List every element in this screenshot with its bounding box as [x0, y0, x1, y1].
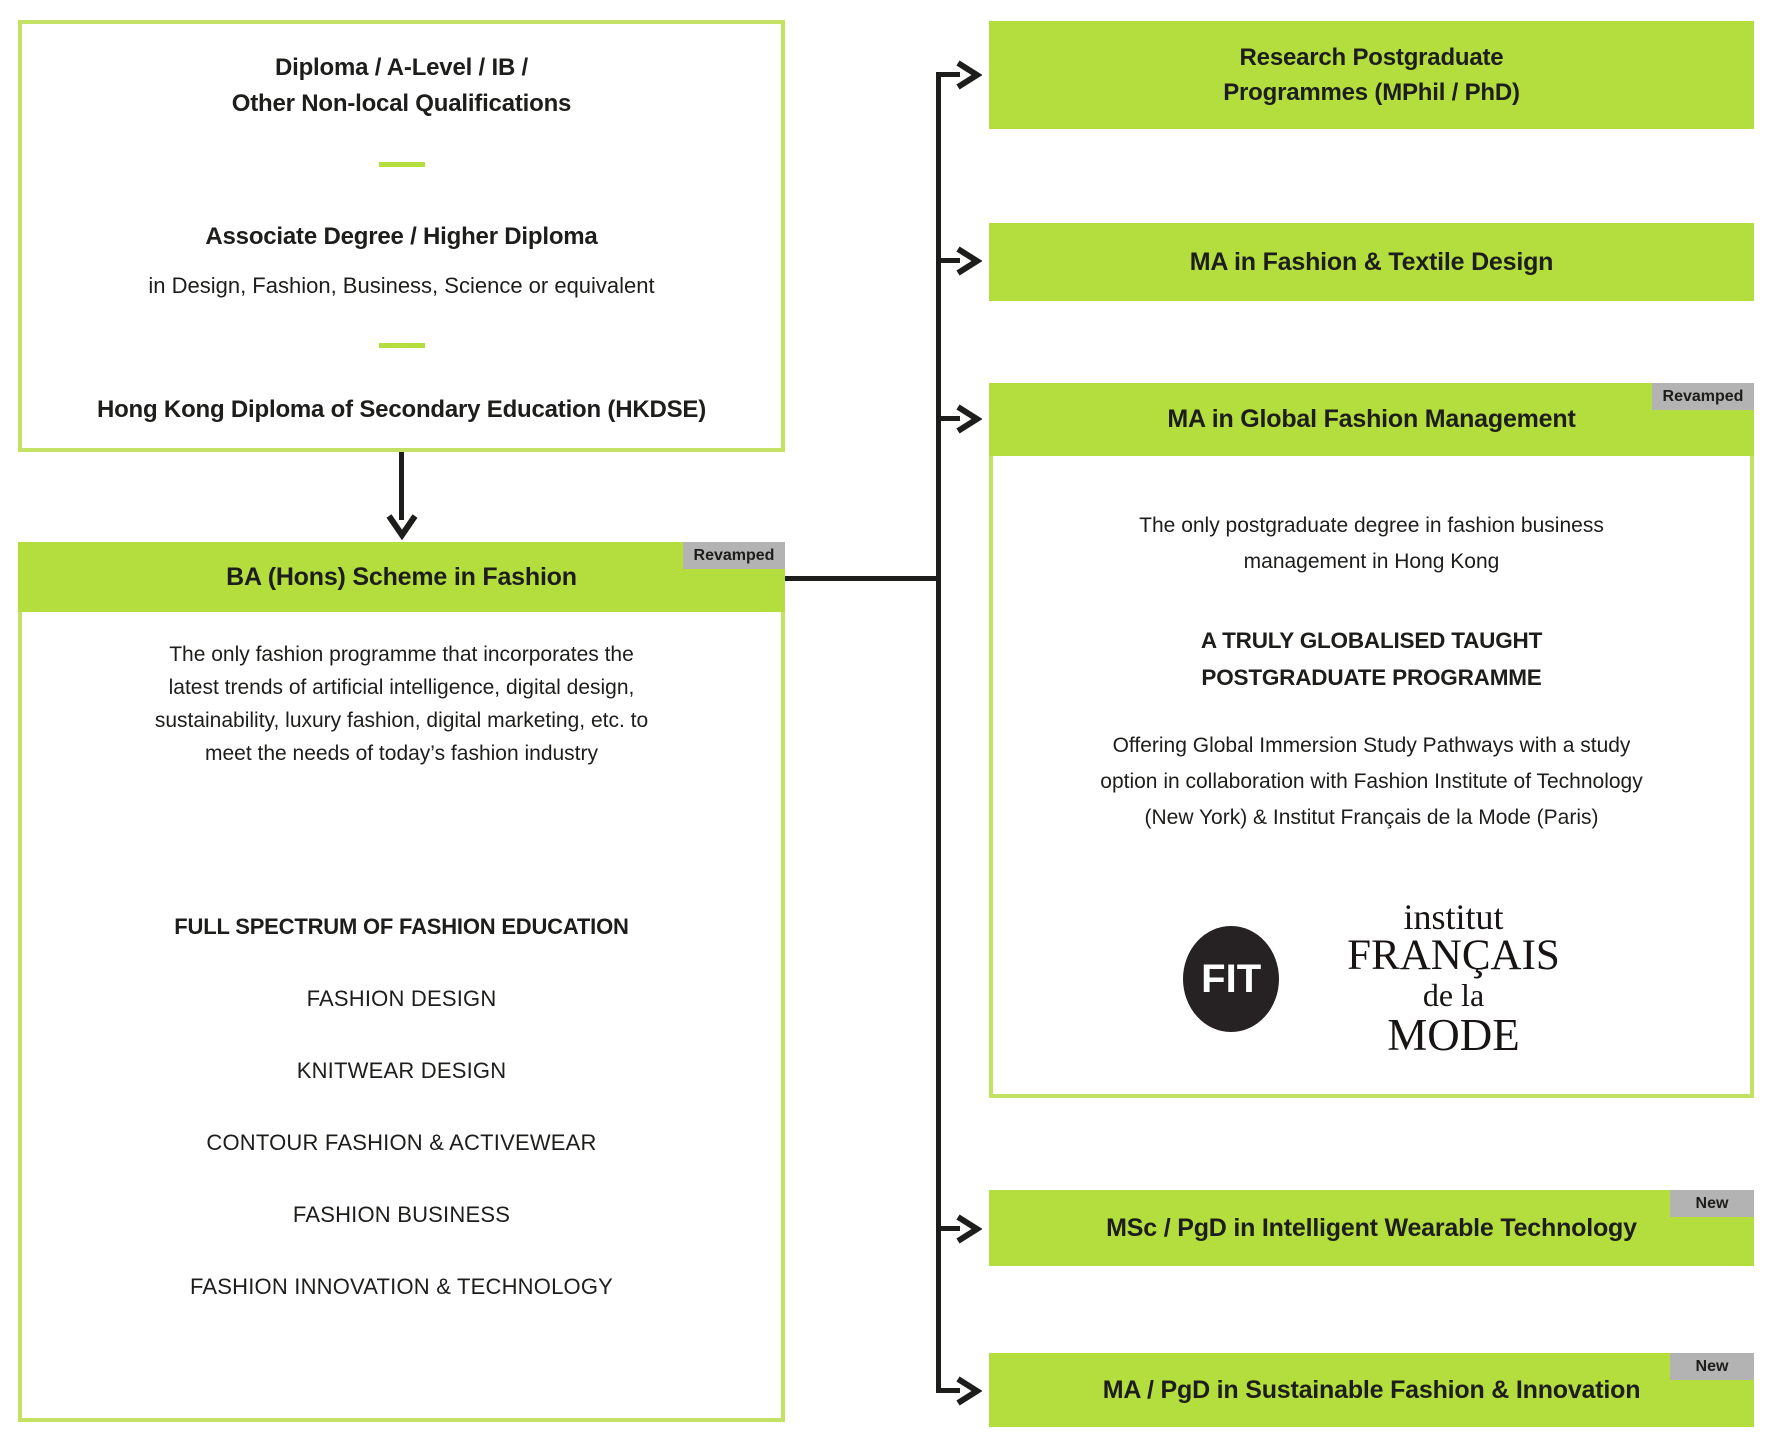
- msc-wearable-box: [989, 1190, 1754, 1266]
- specialism-item: CONTOUR FASHION & ACTIVEWEAR: [206, 1130, 597, 1155]
- gfm-pathways-line: Offering Global Immersion Study Pathways with a study: [1112, 734, 1631, 757]
- divider-dash: [379, 162, 425, 167]
- ifm-logo-line: de la: [1422, 977, 1485, 1013]
- ma-fashion-textile-title: MA in Fashion & Textile Design: [1189, 247, 1554, 276]
- ba-description-line: sustainability, luxury fashion, digital marketing, etc. to: [154, 709, 649, 732]
- ba-description-line: latest trends of artificial intelligence, digital design,: [168, 676, 635, 699]
- ba-scheme-title: BA (Hons) Scheme in Fashion: [226, 562, 577, 591]
- gfm-globalised-line: A TRULY GLOBALISED TAUGHT: [1200, 628, 1543, 653]
- ba-description-line: meet the needs of today’s fashion industry: [204, 742, 599, 765]
- ifm-logo-line: MODE: [1387, 1010, 1520, 1060]
- arrow-right-icon: [954, 58, 982, 92]
- specialism-item: FASHION DESIGN: [306, 986, 497, 1011]
- new-badge: New: [1670, 1190, 1754, 1217]
- fit-logo-text: FIT: [1201, 956, 1262, 1001]
- qualification-associate: Associate Degree / Higher Diploma: [205, 223, 598, 250]
- arrow-right-icon: [954, 402, 982, 436]
- partner-logos-row: [1183, 897, 1560, 1060]
- arrow-right-icon: [954, 244, 982, 278]
- specialism-item: KNITWEAR DESIGN: [296, 1058, 507, 1083]
- specialism-item: FASHION BUSINESS: [292, 1202, 511, 1227]
- ifm-logo-line: FRANÇAIS: [1347, 932, 1560, 979]
- gfm-description-line: management in Hong Kong: [1243, 550, 1500, 573]
- ba-scheme-body: [18, 612, 785, 1422]
- ba-scheme-header: [18, 542, 785, 612]
- ma-sustainable-title: MA / PgD in Sustainable Fashion & Innovation: [1102, 1375, 1641, 1404]
- research-postgraduate-title-line: Programmes (MPhil / PhD): [1223, 79, 1520, 106]
- revamped-badge: Revamped: [1652, 383, 1754, 410]
- ma-sustainable-box: [989, 1353, 1754, 1427]
- gfm-globalised-line: POSTGRADUATE PROGRAMME: [1201, 665, 1542, 690]
- fit-logo: [1183, 926, 1279, 1032]
- ma-global-fashion-body: [989, 456, 1754, 1098]
- arrow-down-icon: [384, 512, 420, 540]
- connector-trunk-line: [936, 73, 941, 1393]
- qualification-non-local-line-2: Other Non-local Qualifications: [231, 90, 572, 117]
- ifm-logo-line: institut: [1403, 897, 1504, 937]
- revamped-badge: Revamped: [683, 542, 785, 569]
- ma-global-fashion-title: MA in Global Fashion Management: [1167, 405, 1576, 433]
- research-postgraduate-box: [989, 21, 1754, 129]
- specialism-item: FASHION INNOVATION & TECHNOLOGY: [189, 1274, 614, 1299]
- qualification-non-local-line-1: Diploma / A-Level / IB /: [274, 54, 529, 81]
- gfm-pathways-line: (New York) & Institut Français de la Mode (Paris): [1144, 806, 1599, 829]
- down-connector-line: [399, 452, 404, 520]
- qualification-hkdse: Hong Kong Diploma of Secondary Education (HKDSE): [96, 396, 707, 423]
- gfm-pathways-line: option in collaboration with Fashion Institute of Technology: [1100, 770, 1643, 793]
- arrow-right-icon: [954, 1374, 982, 1408]
- divider-dash: [379, 343, 425, 348]
- msc-wearable-title: MSc / PgD in Intelligent Wearable Technology: [1106, 1213, 1637, 1242]
- connector-feed-line: [785, 576, 941, 581]
- qualifications-box: [18, 20, 785, 452]
- new-badge: New: [1670, 1353, 1754, 1380]
- research-postgraduate-title-line: Research Postgraduate: [1239, 44, 1504, 71]
- ma-fashion-textile-box: [989, 223, 1754, 301]
- gfm-description-line: The only postgraduate degree in fashion business: [1139, 514, 1604, 537]
- arrow-right-icon: [954, 1212, 982, 1246]
- spectrum-heading: FULL SPECTRUM OF FASHION EDUCATION: [174, 914, 629, 939]
- ma-global-fashion-header: [989, 383, 1754, 456]
- qualification-associate-detail: in Design, Fashion, Business, Science or equivalent: [148, 273, 655, 298]
- ba-description-line: The only fashion programme that incorporates the: [169, 643, 634, 666]
- institut-francais-de-la-mode-logo: [1347, 897, 1560, 1060]
